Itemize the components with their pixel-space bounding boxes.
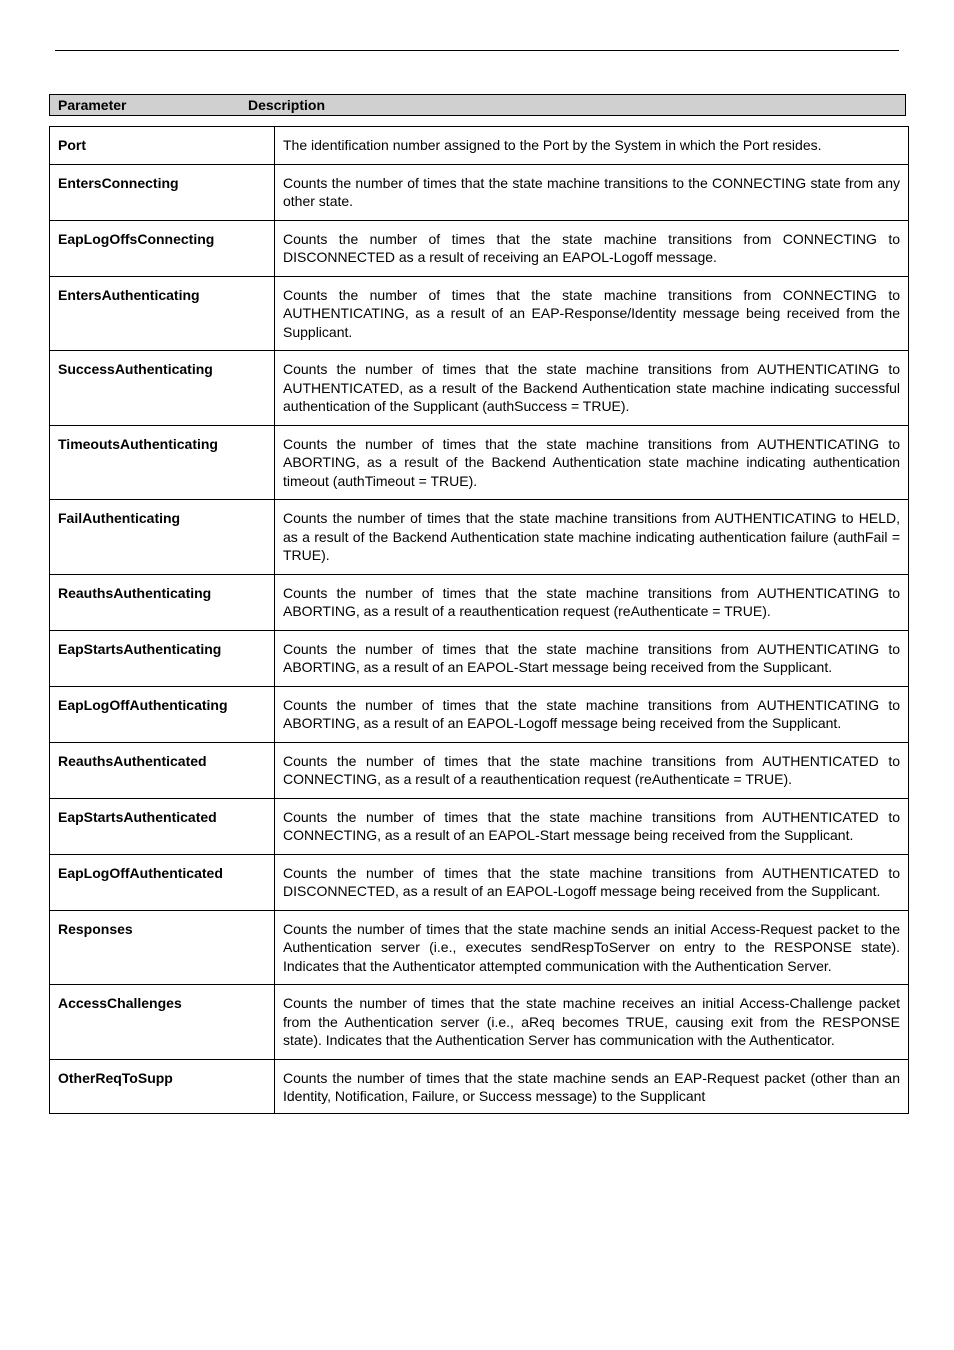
parameter-name: EapStartsAuthenticated <box>50 798 275 854</box>
parameter-description: Counts the number of times that the state machine sends an initial Access-Request packet to the Authentication server (i.e., executes sendRespToServer on entry to the RESPONSE state). Indicates that the Authenticator attempted communication with the Authentication Server. <box>275 910 909 985</box>
parameter-description: Counts the number of times that the state machine transitions from AUTHENTICATING to ABORTING, as a result of a reauthentication request (reAuthenticate = TRUE). <box>275 574 909 630</box>
parameter-name: EapLogOffAuthenticating <box>50 686 275 742</box>
parameter-name: FailAuthenticating <box>50 500 275 575</box>
parameter-name: EapLogOffsConnecting <box>50 220 275 276</box>
parameter-name: EntersConnecting <box>50 164 275 220</box>
parameter-name: EntersAuthenticating <box>50 276 275 351</box>
parameter-description: Counts the number of times that the state machine transitions from CONNECTING to DISCONNECTED as a result of receiving an EAPOL-Logoff message. <box>275 220 909 276</box>
parameter-description: Counts the number of times that the state machine transitions to the CONNECTING state from any other state. <box>275 164 909 220</box>
table-row <box>50 798 909 854</box>
parameter-description: Counts the number of times that the state machine transitions from AUTHENTICATED to CONNECTING, as a result of an EAPOL-Start message being received from the Supplicant. <box>275 798 909 854</box>
table-row <box>50 164 909 220</box>
parameter-name: Responses <box>50 910 275 985</box>
parameter-name: EapLogOffAuthenticated <box>50 854 275 910</box>
parameter-name: EapStartsAuthenticating <box>50 630 275 686</box>
parameter-description: Counts the number of times that the state machine transitions from CONNECTING to AUTHENTICATING, as a result of an EAP-Response/Identity message being received from the Supplicant. <box>275 276 909 351</box>
parameter-name: SuccessAuthenticating <box>50 351 275 426</box>
parameter-description: The identification number assigned to the Port by the System in which the Port resides. <box>275 127 909 165</box>
table-row <box>50 574 909 630</box>
parameter-name: OtherReqToSupp <box>50 1059 275 1113</box>
header-description: Description <box>248 97 326 113</box>
table-row <box>50 351 909 426</box>
parameter-description: Counts the number of times that the state machine transitions from AUTHENTICATING to ABORTING, as a result of an EAPOL-Logoff message being received from the Supplicant. <box>275 686 909 742</box>
parameter-name: Port <box>50 127 275 165</box>
top-rule <box>55 50 899 51</box>
parameter-description: Counts the number of times that the state machine transitions from AUTHENTICATING to ABORTING, as a result of the Backend Authentication state machine indicating authentication timeout (authTimeout = TRUE). <box>275 425 909 500</box>
parameter-table <box>49 126 909 1114</box>
table-row <box>50 276 909 351</box>
header-parameter: Parameter <box>58 97 127 113</box>
parameter-description: Counts the number of times that the state machine sends an EAP-Request packet (other than an Identity, Notification, Failure, or Success message) to the Supplicant <box>275 1059 909 1113</box>
table-row <box>50 220 909 276</box>
table-row <box>50 127 909 165</box>
parameter-description: Counts the number of times that the state machine transitions from AUTHENTICATED to DISCONNECTED, as a result of an EAPOL-Logoff message being received from the Supplicant. <box>275 854 909 910</box>
table-row <box>50 854 909 910</box>
table-row <box>50 985 909 1060</box>
parameter-description: Counts the number of times that the state machine transitions from AUTHENTICATED to CONNECTING, as a result of a reauthentication request (reAuthenticate = TRUE). <box>275 742 909 798</box>
parameter-description: Counts the number of times that the state machine transitions from AUTHENTICATING to HELD, as a result of the Backend Authentication state machine indicating authentication failure (authFail = TRUE). <box>275 500 909 575</box>
parameter-name: ReauthsAuthenticating <box>50 574 275 630</box>
table-row <box>50 1059 909 1113</box>
table-row <box>50 425 909 500</box>
parameter-description: Counts the number of times that the state machine transitions from AUTHENTICATING to AUTHENTICATED, as a result of the Backend Authentication state machine indicating successful authentication of the Supplicant (authSuccess = TRUE). <box>275 351 909 426</box>
parameter-description: Counts the number of times that the state machine receives an initial Access-Challenge packet from the Authentication server (i.e., aReq becomes TRUE, causing exit from the RESPONSE state). Indicates that the Authentication Server has communication with the Authenticator. <box>275 985 909 1060</box>
table-row <box>50 500 909 575</box>
table-header <box>49 94 906 116</box>
table-row <box>50 630 909 686</box>
table-row <box>50 742 909 798</box>
table-row <box>50 686 909 742</box>
parameter-description: Counts the number of times that the state machine transitions from AUTHENTICATING to ABORTING, as a result of an EAPOL-Start message being received from the Supplicant. <box>275 630 909 686</box>
parameter-name: TimeoutsAuthenticating <box>50 425 275 500</box>
table-row <box>50 910 909 985</box>
parameter-name: AccessChallenges <box>50 985 275 1060</box>
parameter-name: ReauthsAuthenticated <box>50 742 275 798</box>
